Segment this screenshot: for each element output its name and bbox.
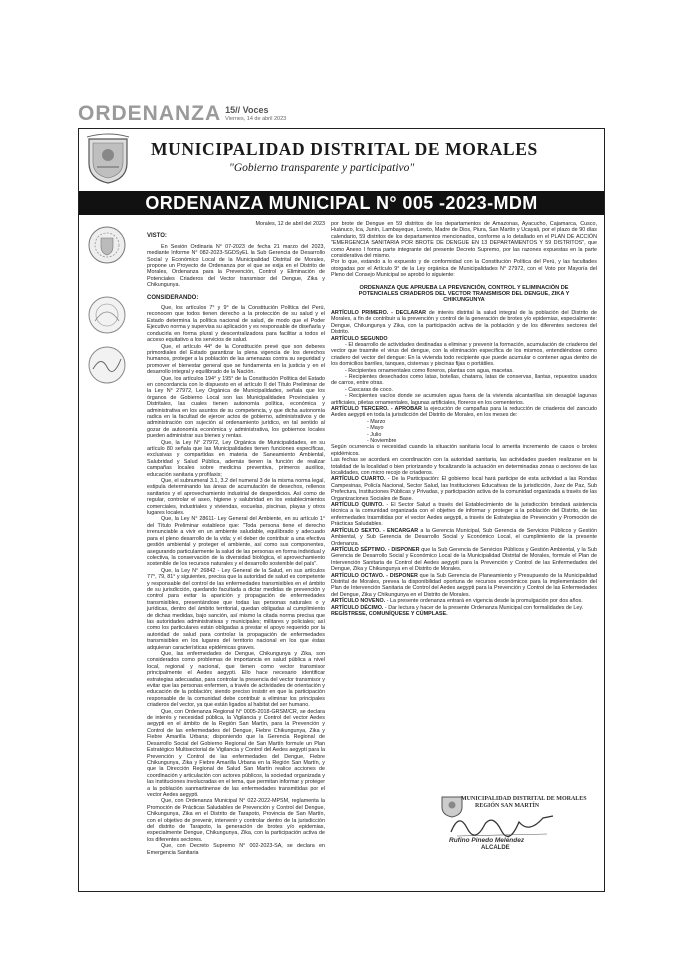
municipality-banner xyxy=(79,129,604,192)
article-5 xyxy=(331,502,597,528)
article-text: a la Gerencia Municipal, Sub Gerencia de Servicios Públicos y Gestión Ambiental, y Sub Gerencia de Desarrollo Social y Económico Local, el cumplimiento de la presente Ordenanza. xyxy=(331,527,597,547)
article-text: que la Sub Gerencia de Servicios Públicos y Gestión Ambiental, y la Sub Gerencia de Desarrollo Social y Económico Local de la Municipalidad Distrital de Morales, formule el Plan de Intervención Sanitaria de Control del Aedes aegypti para la Prevención y Control de las Enfermedades del Dengue, Zika y Chikungunya en el Distrito de Morales. xyxy=(331,546,597,573)
considerando-heading: CONSIDERANDO: xyxy=(147,294,199,301)
article-label: ARTÍCULO SEXTO. - ENCARGAR xyxy=(331,527,419,534)
article-label: ARTÍCULO SÉPTIMO. - DISPONER xyxy=(331,546,420,553)
article-label: ARTÍCULO PRIMERO. - DECLARAR xyxy=(331,309,426,316)
month-item: - Noviembre xyxy=(367,438,397,444)
article-label: ARTÍCULO OCTAVO. - DISPONER xyxy=(331,572,418,579)
paragraph: Que, la Ley N° 28611- Ley General del Ambiente, en su artículo 1° del Título Preliminar establece que: "Toda persona tiene el derecho irrenunciable a vivir en un ambiente saludable, equilibrado y adecuado para el pleno desarrollo de la vida; y el deber de contribuir a una efectiva gestión ambiental y proteger el ambiente, así como sus componentes, asegurando particularmente la salud de las personas en forma individual y colectiva, la conservación de la diversidad biológica, el aprovechamiento sostenible de los recursos naturales y el desarrollo sostenible del país". xyxy=(147,516,325,568)
article-label: ARTÍCULO DÉCIMO. xyxy=(331,604,384,611)
municipality-slogan: "Gobierno transparente y participativo" xyxy=(229,162,415,174)
article-3 xyxy=(331,406,597,419)
month-item: - Julio xyxy=(367,431,382,438)
month-item: - Marzo xyxy=(367,418,386,425)
signer-role: ALCALDE xyxy=(481,845,510,851)
paragraph: Que, con Decreto Supremo N° 002-2023-SA, se declara en Emergencia Sanitaria xyxy=(147,843,325,856)
article-label: ARTÍCULO TERCERO. - APROBAR xyxy=(331,405,422,412)
visto-heading: VISTO: xyxy=(147,233,167,240)
article-6 xyxy=(331,528,597,547)
handwritten-signature-icon xyxy=(447,810,557,838)
article-text: - El Sector Salud a través del Establecimiento de la jurisdicción brindará asistencia técnica a la comunidad organizada con el objetivo de informar y proteger a la población del Distrito, de las enfermedades trasmitidas por el vector Aedes aegypti, a través de Estrategias de Prevención y Promoción de Prácticas Saludables. xyxy=(331,502,597,528)
article-label: ARTÍCULO QUINTO. xyxy=(331,502,384,509)
publication-meta xyxy=(225,104,286,124)
list-item: - Recipientes desechados como latas, botellas, chatarra, latas de conservas, llantas, repuestos usados de carros, entre otras. xyxy=(331,373,597,387)
article-text: - Dar lectura y hacer de la presente Ordenanza Municipal con formalidades de Ley. xyxy=(384,604,584,611)
paragraph: Que, con Ordenanza Municipal N° 022-2022-MPSM, reglamenta la Promoción de Prácticas Saludables de Prevención y Control del Dengue, Chikungunya, Zika en el Distrito de Tarapoto, Provincia de San Martín, con el objetivo de prevenir, intervenir y controlar dentro de la jurisdicción del distrito de Tarapoto, la generación de brotes y/o epidemias, especialmente Dengue, Chikungunya, Zika, con la participación activa de los diferentes sectores. xyxy=(147,798,325,843)
date-line: Morales, 12 de abril del 2023 xyxy=(255,221,325,227)
stamp-line-2: REGIÓN SAN MARTÍN xyxy=(475,803,540,809)
paragraph: por brote de Dengue en 59 distritos de los departamentos de Amazonas, Ayacucho, Cajamarca, Cusco, Huánuco, Ica, Junín, Lambayeque, Loreto, Madre de Dios, Piura, San Martín y Ucayali, por el plazo de 90 días calendario, 59 distritos de los departamentos mencionados, conforme a lo detallado en el PLAN DE ACCIÓN "EMERGENCIA SANITARIA POR BROTE DE DENGUE EN 13 DEPARTAMENTOS Y 59 DISTRITOS", que como Anexo I forma parte integrante del presente Decreto Supremo, por las razones expuestas en la parte considerativa del mismo. xyxy=(331,221,597,260)
municipality-name: MUNICIPALIDAD DISTRITAL DE MORALES xyxy=(151,139,538,159)
ordinance-subject-title: ORDENANZA QUE APRUEBA LA PREVENCIÓN, CONTROL Y ELIMINACIÓN DE POTENCIALES CRIADEROS DEL VECTOR TRANSMISOR DEL DENGUE, ZIKA Y CHIKUNGUNYA xyxy=(358,284,570,304)
publication-name: ORDENANZA xyxy=(78,102,222,125)
list-item: - El desarrollo de actividades destinadas a eliminar y prevenir la formación, acumulación de criaderos del vector que trasmite el virus del dengue, con la eliminación específica de los mismos, entendiéndose como criadero del vector del dengue: En la vivienda todo recipiente que puede acumular o contener agua dentro de los domicilios barriles, tanques, cisternas y piscinas fijas o portátiles. xyxy=(331,341,597,368)
page-number: 15// Voces xyxy=(225,105,269,115)
stamp-seal-icon xyxy=(87,295,127,335)
paragraph: Que, la Ley N° 26842 - Ley General de la Salud, en sus artículos 77°, 79, 81° y siguientes, precisa que la autoridad de salud es competente y responsable del control de las enfermedades transmisibles en el ámbito de su jurisdicción, quedando facultada a dictar medidas de prevención y control para evitar la aparición y propagación de enfermedades transmisibles, presentándose que todas las personas naturales o y jurídicas, dentro del ámbito territorial, quedan obligadas al cumplimiento de dichas medidas, bajo sanción, así mismo la citada norma precisa que las autoridades administrativas y municipales; militares y policiales; así como los particulares están obligadas a prestar el apoyo requerido por la autoridad de salud para controlar la propagación de enfermedades transmisibles en los lugares del territorio nacional en los que éstas adquieran características epidémicas graves. xyxy=(147,567,325,651)
paragraph: Que, los artículos 7° y 9° de la Constitución Política del Perú, reconocen que todos tienen derecho a la protección de su salud y el Estado determina la política nacional de salud, de modo que el Poder Ejecutivo norma y supervisa su aplicación y es responsable de diseñarla y conducirla en forma plural y descentralizadora para facilitar a todos el acceso equitativo a los servicios de salud. xyxy=(147,305,325,344)
paragraph: Que, con Ordenanza Regional N° 0005-2018-GRSM/CR, se declara de interés y necesidad pública, la Vigilancia y Control del vector Aedes aegypti en el ámbito de la Región San Martín, para la Prevención y Control de las enfermedades del Dengue, Fiebre Chikungunya, Zika y Fiebre Amarilla Urbana; disponiendo que la Gerencia Regional de Desarrollo Social del Gobierno Regional de San Martín formule un Plan Estratégico Multisectorial de Vigilancia y Control del Aedes aegypti para la Prevención y Control de las enfermedades del Dengue, Fiebre Chikungunya, Zika y Fiebre Amarilla Urbana en la Región San Martín, y que la Dirección Regional de Salud San Martín realice acciones de coordinación y articulación con actores públicos, la sociedad organizada y las instituciones involucradas en el tema, que permitan informar y proteger a la población sanmartinense de las enfermedades transmitidas por el vector Aedes aegypti. xyxy=(147,708,325,798)
list-item: - Recipientes vacíos donde se acumulen agua fuera de la vivienda alcantarillas sin desagüé lagunas artificiales, piletas ornamentales, lagunas artificiales, floreros en los cementerios. xyxy=(331,393,597,406)
publication-header xyxy=(78,98,286,124)
article-1 xyxy=(331,310,597,336)
paragraph: Que, la Ley N° 27972, Ley Orgánica de Municipalidades, en su artículo 80 señala que las Municipalidades tienen funciones específicas, exclusivas y compartidas en materia de Saneamiento Ambiental, Salubridad y Salud Pública, además tienen la función de realizar campañas locales sobre medicina preventiva, primeros auxilios, educación sanitaria y profilaxis; xyxy=(147,439,325,478)
article-text: la ejecución de campañas para la reducción de criaderos del zancudo Aedes aegypti en toda la jurisdicción del Distrito de Morales, en los meses de: xyxy=(331,405,597,419)
list-item: - Recipientes ornamentales como floreros, plantas con agua, macetas. xyxy=(345,367,514,374)
publication-date: Viernes, 14 de abril 2023 xyxy=(225,116,287,122)
article-text: - De la Participación: El gobierno local hará participe de esta actividad a las Rondas Campesinas, Policía Nacional, Sector Salud, las Instituciones Educativas de la jurisdicción, Juez de Paz, Sub Prefectura, Instituciones Públicas y Privadas, y participación activa de la comunidad organizada a través de las Organizaciones Sociales de Base. xyxy=(331,476,597,502)
visto-text: En Sesión Ordinaria N° 07-2023 de fecha 21 marzo del 2023, mediante Informe N° 082-2023-SGDSyEL la Sub Gerencia de Desarrollo Social y Económico Local de la Municipalidad Distrital de Morales, propone un Proyecto de Ordenanza por el que se exija en el Distrito de Morales, Ordenanza para la Prevención, Control y Eliminación de Potenciales Criaderos del Vector transmisor del Dengue, Zika y Chikungunya. xyxy=(147,243,325,289)
article-label: ARTÍCULO SEGUNDO xyxy=(331,335,388,342)
ordinance-frame xyxy=(78,128,605,892)
paragraph: Las fechas se acordará en coordinación con la autoridad sanitaria, las actividades pueden realizarse en la totalidad de la localidad o bien priorizando y focalizando la actuación en determinadas zonas o sectores de las localidades, con micro recojo de criaderos. xyxy=(331,457,597,477)
paragraph: Por lo que, estando a lo expuesto y de conformidad con la Constitución Política del Perú, y las facultades otorgadas por el Artículo 9° de la Ley orgánica de Municipalidades N° 27972, con el Voto por Mayoría del Pleno del Consejo Municipal se aprobó lo siguiente: xyxy=(331,259,597,279)
signature-seal-icon xyxy=(87,345,127,385)
article-4 xyxy=(331,476,597,502)
list-item: - Cascaras de coco. xyxy=(345,386,393,393)
paragraph: Que, el artículo 44° de la Constitución prevé que son deberes primordiales del Estado garantizar la plena vigencia de los derechos humanos, proteger a la población de las amenazas contra su seguridad y promover el bienestar general que se fundamenta en la justicia y en el desarrollo integral y equilibrado de la Nación. xyxy=(147,343,325,376)
municipal-seal-icon xyxy=(85,133,131,185)
right-column xyxy=(331,221,597,617)
signer-name: Rufino Pinedo Meléndez xyxy=(449,837,525,844)
article-8 xyxy=(331,573,597,599)
paragraph: Que, las enfermedades de Dengue, Chikungunya y Zika, son considerados como problemas de importancia en salud pública a nivel local, regional y nacional, que tienen como vector transmisor principalmente el Aedes aegypti. Ello hace necesario identificar estrategias adecuadas, para controlar la presencia del vector transmisor y evitar que las personas enfermen, a través de actividades de orientación y educación de la población; siendo preciso insistir en que la participación responsable de la comunidad debe contribuir a eliminar los principales criaderos del vector, ya que están ligados al habitat del ser humano. xyxy=(147,651,325,709)
paragraph: Que, el subnumeral 3.1, 3.2 del numeral 3 de la misma norma legal, estipula determinando las áreas de acumulación de desechos, rellenos sanitarios y el aprovechamiento industrial de desperdicios. Así como de regular, controlar el aseo, higiene y salubridad en los establecimientos comerciales, industriales y viviendas, escuelas, piscinas, playas y otros lugares locales. xyxy=(147,478,325,517)
article-label: ARTÍCULO CUARTO. xyxy=(331,476,386,483)
stamp-line-1: MUNICIPALIDAD DISTRITAL DE MORALES xyxy=(461,796,587,802)
shield-seal-icon xyxy=(87,225,127,265)
article-text: - La presente ordenanza entrará en vigencia desde la promulgación por dos años. xyxy=(386,598,583,605)
closing-formula: REGÍSTRESE, COMUNÍQUESE Y CÚMPLASE. xyxy=(331,610,448,617)
ordinance-title: ORDENANZA MUNICIPAL N° 005 -2023-MDM xyxy=(79,191,604,215)
article-text: que la Sub Gerencia de Planeamiento y Presupuesto de la Municipalidad Distrital de Morales, prevea la disponibilidad oportuna de recursos económicos para la implementación del Plan de Intervención Sanitaria de Control del Aedes aegypti para la Prevención y Control de las Enfermedades del Dengue, Zika y Chikungunya en el Distrito de Morales. xyxy=(331,572,597,598)
paragraph: Según ocurrencia o necesidad cuando la situación sanitaria local lo amerita incremento de casos o brotes epidémicos. xyxy=(331,444,597,457)
paragraph: Que, los artículos 194° y 195° de la Constitución Política del Estado en concordancia con lo dispuesto en el artículo II del Título Preliminar de la Ley N° 27972, Ley Orgánica de Municipalidades, señala que los órganos de Gobierno Local son las Municipalidades Provinciales y Distritales, las cuales tienen autonomía política, económica y administrativa en los asuntos de su competencia, y que dicha autonomía radica en la facultad de ejercer actos de gobierno, administrativos y de administración con sujeción al ordenamiento jurídico, en tal sentido al gozar de autonomía económica y administrativa, los gobiernos locales pueden administrar sus bienes y rentas. xyxy=(147,375,325,440)
article-text: de interés distrital la salud integral de la población del Distrito de Morales, a fin de contribuir a la prevención y control de la generación de brotes y/o epidemias, especialmente: Dengue, Chikungunya y Zika, con la participación activa de la población y de los diferentes sectores del Distrito. xyxy=(331,309,597,336)
article-label: ARTÍCULO NOVENO. xyxy=(331,598,386,605)
month-item: - Mayo xyxy=(367,425,384,432)
signature-block xyxy=(409,794,587,864)
article-7 xyxy=(331,547,597,573)
left-column xyxy=(147,221,325,856)
